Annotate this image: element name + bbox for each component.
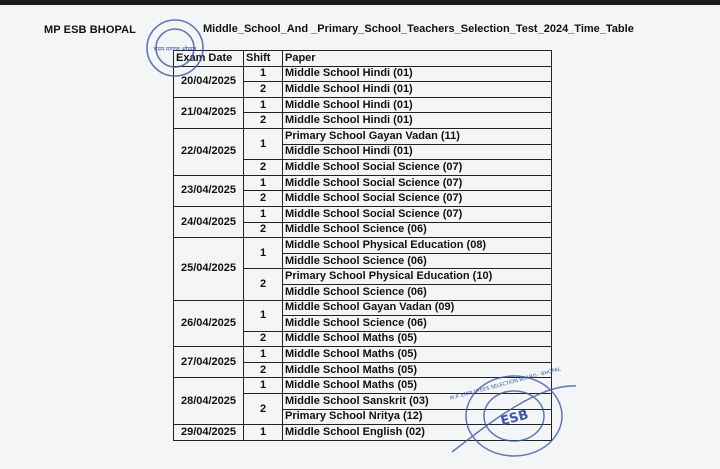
paper-cell: Middle School Social Science (07) (283, 175, 552, 191)
paper-cell: Middle School Social Science (07) (283, 191, 552, 207)
paper-cell: Middle School Physical Education (08) (283, 238, 552, 254)
exam-date-cell: 24/04/2025 (174, 206, 244, 237)
paper-cell: Middle School Science (06) (283, 316, 552, 332)
table-row (174, 128, 552, 144)
shift-cell: 1 (244, 378, 283, 394)
paper-cell: Middle School Maths (05) (283, 331, 552, 347)
shift-cell: 2 (244, 331, 283, 347)
paper-cell: Middle School Hindi (01) (283, 113, 552, 129)
shift-cell: 1 (244, 97, 283, 113)
table-row (174, 300, 552, 316)
shift-cell: 1 (244, 206, 283, 222)
exam-date-cell: 22/04/2025 (174, 128, 244, 175)
shift-cell: 1 (244, 238, 283, 269)
exam-date-cell: 29/04/2025 (174, 425, 244, 441)
exam-date-cell: 23/04/2025 (174, 175, 244, 206)
org-name: MP ESB BHOPAL (44, 24, 136, 36)
table-row (174, 206, 552, 222)
shift-cell: 2 (244, 160, 283, 176)
paper-cell: Middle School Hindi (01) (283, 66, 552, 82)
paper-cell: Primary School Gayan Vadan (11) (283, 128, 552, 144)
paper-cell: Middle School Science (06) (283, 284, 552, 300)
stamp-ring-label: M.P. EMPLOYEES SELECTION BOARD · BHOPAL (449, 366, 562, 402)
shift-cell: 2 (244, 191, 283, 207)
table-row (174, 347, 552, 363)
exam-date-cell: 21/04/2025 (174, 97, 244, 128)
paper-cell: Middle School English (02) (283, 425, 552, 441)
column-header-paper: Paper (283, 51, 552, 67)
esb-round-stamp (448, 364, 580, 466)
paper-cell: Middle School Science (06) (283, 253, 552, 269)
shift-cell: 2 (244, 362, 283, 378)
paper-cell: Middle School Maths (05) (283, 347, 552, 363)
board-seal-stamp (137, 4, 207, 98)
paper-cell: Middle School Science (06) (283, 222, 552, 238)
shift-cell: 1 (244, 347, 283, 363)
paper-cell: Middle School Social Science (07) (283, 206, 552, 222)
shift-cell: 2 (244, 113, 283, 129)
shift-cell: 1 (244, 300, 283, 331)
shift-cell: 2 (244, 82, 283, 98)
paper-cell: Middle School Sanskrit (03) (283, 394, 552, 410)
table-row (174, 97, 552, 113)
shift-cell: 2 (244, 222, 283, 238)
exam-date-cell: 28/04/2025 (174, 378, 244, 425)
paper-cell: Middle School Hindi (01) (283, 82, 552, 98)
exam-date-cell: 20/04/2025 (174, 66, 244, 97)
paper-cell: Middle School Social Science (07) (283, 160, 552, 176)
paper-cell: Primary School Physical Education (10) (283, 269, 552, 285)
paper-cell: Primary School Nritya (12) (283, 409, 552, 425)
shift-cell: 1 (244, 128, 283, 159)
exam-date-cell: 25/04/2025 (174, 238, 244, 300)
paper-cell: Middle School Maths (05) (283, 362, 552, 378)
shift-cell: 1 (244, 66, 283, 82)
table-header-row (174, 51, 552, 67)
paper-cell: Middle School Hindi (01) (283, 97, 552, 113)
document-title: Middle_School_And _Primary_School_Teachers_Selection_Test_2024_Time_Table (203, 23, 634, 35)
paper-cell: Middle School Gayan Vadan (09) (283, 300, 552, 316)
column-header-shift: Shift (244, 51, 283, 67)
stamp-center-label: ESB (499, 407, 531, 430)
shift-cell: 1 (244, 175, 283, 191)
shift-cell: 2 (244, 269, 283, 300)
exam-date-cell: 27/04/2025 (174, 347, 244, 378)
column-header-exam-date: Exam Date (174, 51, 244, 67)
shift-cell: 1 (244, 425, 283, 441)
paper-cell: Middle School Hindi (01) (283, 144, 552, 160)
table-row (174, 175, 552, 191)
table-row (174, 66, 552, 82)
exam-date-cell: 26/04/2025 (174, 300, 244, 347)
paper-cell: Middle School Maths (05) (283, 378, 552, 394)
top-border (0, 0, 720, 5)
seal-top-label: चयन मण्डल भोपाल (153, 46, 197, 53)
table-row (174, 238, 552, 254)
shift-cell: 2 (244, 394, 283, 425)
